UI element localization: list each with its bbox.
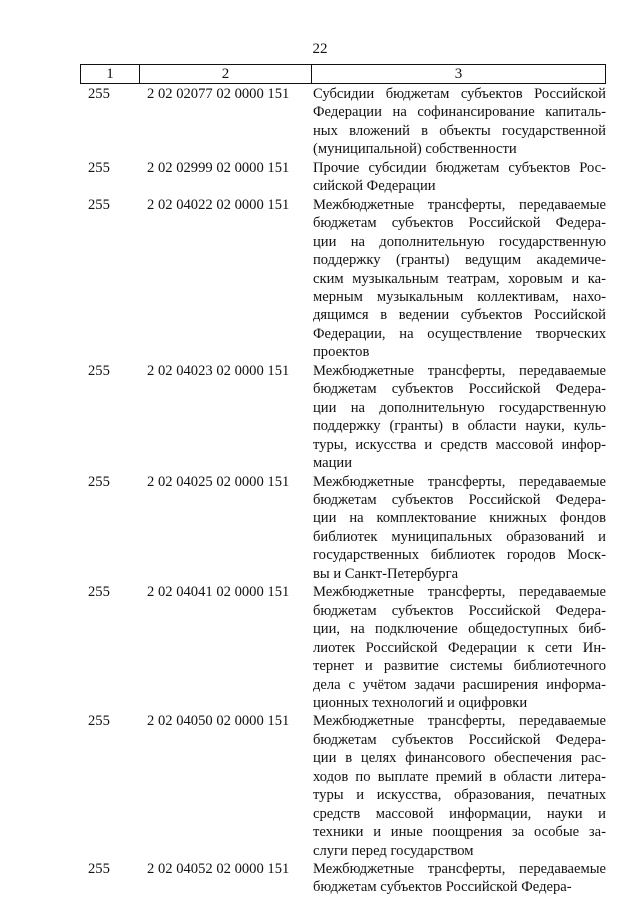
column-header-3: 3: [454, 66, 463, 82]
description-line: Межбюджетные трансферты, передаваемые: [313, 713, 606, 730]
admin-code-cell: 255: [88, 159, 110, 176]
description-line: ции на дополнительную государственную: [313, 399, 606, 416]
description-line: Межбюджетные трансферты, передаваемые: [313, 196, 606, 213]
description-line: ции на комплектование книжных фондов: [313, 510, 606, 527]
budget-classification-code-cell: 2 02 04041 02 0000 151: [147, 584, 290, 601]
description-line: слуги перед государством: [313, 842, 474, 859]
revenue-description-cell: [312, 196, 606, 362]
admin-code-cell: 255: [88, 196, 110, 213]
description-line: проектов: [313, 344, 370, 361]
table-row: [80, 196, 606, 362]
description-line: ции, на подключение общедоступных биб-: [313, 621, 606, 638]
description-line: Межбюджетные трансферты, передаваемые: [313, 362, 606, 379]
description-line: ции на дополнительную государственную: [313, 233, 606, 250]
admin-code-cell: 255: [88, 861, 110, 878]
revenue-description-cell: [312, 85, 606, 159]
description-line: бюджетам субъектов Российской Федера-: [313, 215, 606, 232]
budget-classification-code-cell: 2 02 02077 02 0000 151: [147, 86, 290, 102]
description-line: бюджетам субъектов Российской Федера-: [313, 731, 606, 748]
revenue-description-cell: [312, 159, 606, 196]
description-line: (муниципальной) собственности: [313, 141, 517, 158]
description-line: Межбюджетные трансферты, передаваемые: [313, 861, 606, 878]
description-line: тернет и развитие системы библиотечного: [313, 658, 606, 675]
table-row: [80, 712, 606, 860]
table-header-row: [80, 64, 606, 84]
admin-code-cell: 255: [88, 86, 110, 102]
budget-classification-code-cell: 2 02 04025 02 0000 151: [147, 473, 290, 490]
description-line: сийской Федерации: [313, 178, 436, 195]
table-row: [80, 362, 606, 473]
description-line: Федерации, на осуществление творческих: [313, 325, 606, 342]
revenue-description-cell: [312, 583, 606, 712]
description-line: государственных библиотек городов Моск-: [313, 547, 606, 564]
budget-classification-code-cell: 2 02 04022 02 0000 151: [147, 196, 290, 213]
description-line: ции в целях финансового обеспечения рас-: [313, 750, 606, 767]
description-line: туры и искусства, образования, печатных: [313, 787, 606, 804]
admin-code-cell: 255: [88, 473, 110, 490]
description-line: вы и Санкт-Петербурга: [313, 565, 459, 582]
description-line: бюджетам субъектов Российской Федера-: [313, 381, 606, 398]
budget-code-table: [80, 64, 606, 897]
budget-classification-code-cell: 2 02 04052 02 0000 151: [147, 861, 290, 878]
table-row: [80, 860, 606, 897]
description-line: дела с учётом задачи расширения информа-: [313, 676, 606, 693]
description-line: мации: [313, 455, 353, 472]
column-header-2: 2: [140, 65, 312, 83]
description-line: ционных технологий и оцифровки: [313, 694, 528, 711]
description-line: ским музыкальным театрам, хоровым и ка-: [313, 270, 606, 287]
description-line: ходов по выплате премий в области литера-: [313, 768, 606, 785]
table-row: [80, 159, 606, 196]
description-line: Федерации на софинансирование капиталь-: [313, 104, 606, 121]
table-row: [80, 85, 606, 159]
description-line: Межбюджетные трансферты, передаваемые: [313, 473, 606, 490]
column-header-1: 1: [81, 65, 140, 83]
description-line: туры, искусства и средств массовой инфор-: [313, 436, 606, 453]
description-line: поддержку (гранты) в области науки, куль-: [313, 418, 606, 435]
description-line: дящимся в ведении субъектов Российской: [313, 307, 606, 324]
description-line: бюджетам субъектов Российской Федера-: [313, 491, 606, 508]
table-row: [80, 473, 606, 584]
budget-classification-code-cell: 2 02 04050 02 0000 151: [147, 713, 290, 730]
description-line: лиотек Российской Федерации к сети Ин-: [313, 639, 606, 656]
table-row: [80, 583, 606, 712]
revenue-description-cell: [312, 362, 606, 473]
description-line: техники и иные поощрения за особые за-: [313, 824, 606, 841]
budget-classification-code-cell: 2 02 02999 02 0000 151: [147, 159, 290, 176]
admin-code-cell: 255: [88, 713, 110, 730]
description-line: средств массовой информации, науки и: [313, 805, 606, 822]
revenue-description-cell: [312, 712, 606, 860]
description-line: библиотек муниципальных образований и: [313, 528, 606, 545]
description-line: поддержку (гранты) ведущим академиче-: [313, 252, 606, 269]
revenue-description-cell: [312, 473, 606, 584]
page-number: 22: [312, 41, 328, 57]
description-line: бюджетам субъектов Российской Федера-: [313, 879, 572, 896]
table-body: [80, 84, 606, 897]
description-line: Прочие субсидии бюджетам субъектов Рос-: [313, 159, 606, 176]
revenue-description-cell: [312, 860, 606, 897]
description-line: Субсидии бюджетам субъектов Российской: [313, 86, 606, 102]
description-line: ных вложений в объекты государственной: [313, 122, 606, 139]
description-line: Межбюджетные трансферты, передаваемые: [313, 584, 606, 601]
admin-code-cell: 255: [88, 362, 110, 379]
budget-classification-code-cell: 2 02 04023 02 0000 151: [147, 362, 290, 379]
description-line: мерным музыкальным коллективам, нахо-: [313, 288, 606, 305]
admin-code-cell: 255: [88, 584, 110, 601]
description-line: бюджетам субъектов Российской Федера-: [313, 602, 606, 619]
